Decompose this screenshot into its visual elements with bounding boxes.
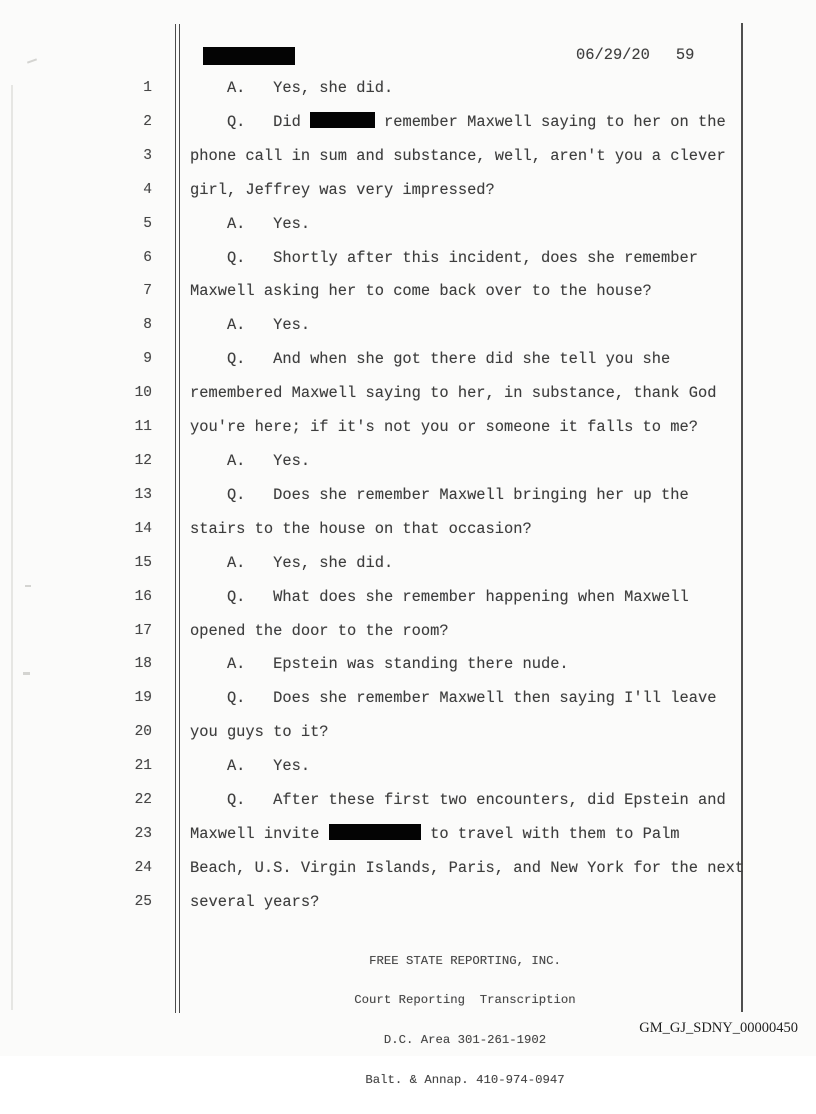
transcript-line — [110, 208, 750, 242]
line-number: 5 — [143, 215, 152, 232]
scan-artifact — [27, 58, 37, 63]
line-number: 18 — [134, 656, 152, 673]
reporter-phone-balt: Balt. & Annap. 410-974-0947 — [365, 1073, 565, 1088]
transcript-line — [110, 581, 750, 615]
transcript-line — [110, 174, 750, 208]
line-number: 25 — [134, 893, 152, 910]
date-text: 06/29/20 — [576, 46, 650, 64]
transcript-line — [110, 886, 750, 920]
transcript-line — [110, 716, 750, 750]
line-number: 22 — [134, 792, 152, 809]
scan-page-edge — [11, 85, 13, 1010]
transcript-line — [110, 615, 750, 649]
line-text: Q. And when she got there did she tell you she — [190, 350, 671, 369]
line-number: 20 — [134, 724, 152, 741]
transcript-line — [110, 479, 750, 513]
line-text: several years? — [190, 892, 320, 911]
transcript-body — [110, 72, 750, 920]
line-text: A. Yes, she did. — [190, 553, 394, 572]
line-number: 6 — [143, 249, 152, 266]
scan-artifact — [25, 585, 31, 587]
line-number: 8 — [143, 317, 152, 334]
line-text: Maxwell invite to travel with them to Palm — [190, 824, 680, 843]
line-number: 21 — [134, 758, 152, 775]
line-number: 9 — [143, 351, 152, 368]
line-text: you guys to it? — [190, 723, 329, 742]
transcript-line — [110, 445, 750, 479]
page-number: 59 — [675, 46, 695, 64]
transcript-line — [110, 275, 750, 309]
line-text: Q. Did remember Maxwell saying to her on the — [190, 112, 726, 131]
line-number: 3 — [143, 147, 152, 164]
transcript-line — [110, 106, 750, 140]
transcript-line — [110, 648, 750, 682]
transcript-line — [110, 411, 750, 445]
line-number: 23 — [134, 825, 152, 842]
line-number: 19 — [134, 690, 152, 707]
line-text: Q. Shortly after this incident, does she remember — [190, 248, 698, 267]
transcript-line — [110, 72, 750, 106]
transcript-line — [110, 682, 750, 716]
inline-redaction-bar — [329, 824, 421, 840]
line-text: you're here; if it's not you or someone it falls to me? — [190, 418, 698, 437]
line-number: 16 — [134, 588, 152, 605]
line-text: A. Yes. — [190, 757, 311, 776]
line-text: Q. Does she remember Maxwell then saying I'll leave — [190, 689, 717, 708]
line-text: Q. Does she remember Maxwell bringing her up the — [190, 485, 689, 504]
transcript-line — [110, 547, 750, 581]
transcript-line — [110, 377, 750, 411]
line-text: Beach, U.S. Virgin Islands, Paris, and New York for the next — [190, 858, 745, 877]
line-number: 15 — [134, 554, 152, 571]
line-text: Q. After these first two encounters, did Epstein and — [190, 791, 726, 810]
transcript-line — [110, 140, 750, 174]
line-text: Q. What does she remember happening when Maxwell — [190, 587, 689, 606]
transcript-line — [110, 750, 750, 784]
line-text: girl, Jeffrey was very impressed? — [190, 180, 495, 199]
line-number: 14 — [134, 520, 152, 537]
reporter-service: Court Reporting Transcription — [354, 993, 576, 1008]
line-number: 7 — [143, 283, 152, 300]
transcript-line — [110, 513, 750, 547]
line-text: A. Yes. — [190, 451, 311, 470]
line-number: 2 — [143, 113, 152, 130]
line-number: 4 — [143, 181, 152, 198]
reporter-name: FREE STATE REPORTING, INC. — [369, 953, 561, 968]
line-text: A. Yes, she did. — [190, 79, 394, 97]
transcript-line — [110, 343, 750, 377]
line-text: A. Epstein was standing there nude. — [190, 655, 569, 674]
line-number: 10 — [134, 385, 152, 402]
line-text: A. Yes. — [190, 316, 311, 335]
reporter-phone-dc: D.C. Area 301-261-1902 — [383, 1033, 547, 1048]
line-number: 1 — [143, 80, 152, 96]
header-redaction-bar — [203, 47, 295, 65]
transcript-line — [110, 309, 750, 343]
transcript-line — [110, 852, 750, 886]
transcript-line — [110, 818, 750, 852]
line-number: 11 — [134, 419, 152, 436]
header-date-line — [576, 46, 694, 64]
line-number: 24 — [134, 859, 152, 876]
bates-number: GM_GJ_SDNY_00000450 — [639, 1020, 798, 1036]
line-text: opened the door to the room? — [190, 621, 449, 640]
transcript-line — [110, 784, 750, 818]
line-number: 13 — [134, 486, 152, 503]
line-number: 12 — [134, 452, 152, 469]
transcript-line — [110, 242, 750, 276]
line-text: Maxwell asking her to come back over to the house? — [190, 282, 652, 301]
inline-redaction-bar — [310, 112, 375, 128]
line-text: remembered Maxwell saying to her, in substance, thank God — [190, 384, 717, 403]
line-text: A. Yes. — [190, 214, 311, 233]
line-text: phone call in sum and substance, well, aren't you a clever — [190, 146, 726, 165]
scan-artifact — [23, 672, 30, 675]
line-text: stairs to the house on that occasion? — [190, 519, 532, 538]
line-number: 17 — [134, 622, 152, 639]
